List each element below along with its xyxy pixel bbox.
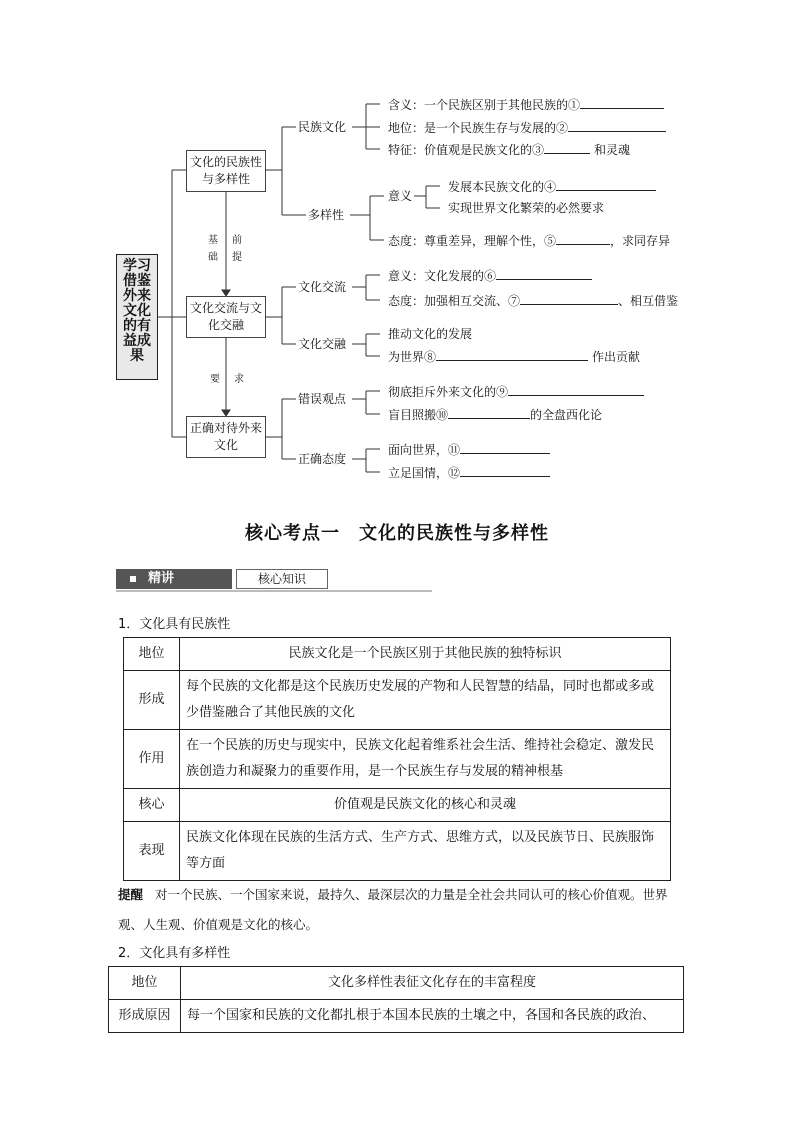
leaf-significance-2: 实现世界文化繁荣的必然要求: [448, 201, 605, 215]
table-key: 地位: [109, 967, 181, 1000]
mindmap-node-exchange-fusion: 文化交流与文化交融: [186, 296, 266, 338]
table-row: [124, 822, 671, 881]
leaf-meaning: 含义：一个民族区别于其他民族的①: [388, 97, 664, 112]
mindmap-node-nationality-diversity: 文化的民族性与多样性: [186, 150, 266, 192]
banner-divider: [116, 590, 432, 592]
mindmap-connectors: [0, 0, 794, 500]
leaf-feature: 特征：价值观是民族文化的③ 和灵魂: [388, 143, 631, 157]
banner-label-core-knowledge: 核心知识: [236, 569, 328, 589]
reminder-label: 提醒: [118, 887, 144, 902]
mindmap-node-foreign-culture: 正确对待外来文化: [186, 416, 266, 458]
table-value: 文化多样性表征文化存在的丰富程度: [181, 967, 684, 1000]
table-key: 表现: [124, 822, 180, 881]
banner-label-jingjiang: 精讲: [116, 569, 232, 589]
leaf-fusion-2: 为世界⑧ 作出贡献: [388, 350, 641, 364]
table-row: [124, 671, 671, 730]
table-value: 民族文化是一个民族区别于其他民族的独特标识: [180, 638, 671, 671]
leaf-fusion-1: 推动文化的发展: [388, 327, 473, 341]
leaf-significance-1: 发展本民族文化的④: [448, 179, 656, 194]
connector-label-qiu: 求: [234, 374, 244, 385]
leaf-exchange-meaning: 意义：文化发展的⑥: [388, 268, 592, 283]
table-row: [109, 967, 684, 1000]
nationality-table: [123, 637, 671, 881]
table-value: 在一个民族的历史与现实中，民族文化起着维系社会生活、维持社会稳定、激发民族创造力和凝聚力的重要作用，是一个民族生存与发展的精神根基: [180, 730, 671, 789]
branch-wrong-view: 错误观点: [298, 392, 347, 406]
banner: [116, 568, 432, 592]
leaf-wrong-1: 彻底拒斥外来文化的⑨: [388, 384, 644, 399]
diversity-table: [108, 966, 684, 1033]
branch-correct-attitude: 正确态度: [298, 452, 347, 466]
leaf-attitude-diversity: 态度：尊重差异，理解个性，⑤ ，求同存异: [388, 234, 671, 248]
table-key: 核心: [124, 789, 180, 822]
leaf-correct-1: 面向世界，⑪: [388, 442, 550, 457]
section1-title: 1．文化具有民族性: [118, 617, 231, 632]
section2-title: 2．文化具有多样性: [118, 946, 231, 961]
branch-fusion: 文化交融: [298, 337, 347, 351]
leaf-correct-2: 立足国情，⑫: [388, 465, 550, 480]
table-key: 形成: [124, 671, 180, 730]
leaf-wrong-2: 盲目照搬⑩ 的全盘西化论: [388, 408, 603, 422]
table-key: 地位: [124, 638, 180, 671]
table-row: [124, 789, 671, 822]
leaf-status: 地位：是一个民族生存与发展的②: [388, 120, 666, 135]
section-heading: 核心考点一 文化的民族性与多样性: [245, 523, 549, 544]
connector-label-basis: 基础: [208, 235, 218, 263]
leaf-significance: 意义: [388, 189, 413, 203]
leaf-exchange-attitude: 态度：加强相互交流、⑦ 、相互借鉴: [388, 294, 679, 308]
mindmap-root: 学习借鉴外来文化的有益成果: [116, 254, 158, 380]
table-value: 每个民族的文化都是这个民族历史发展的产物和人民智慧的结晶，同时也都或多或少借鉴融合了其他民族的文化: [180, 671, 671, 730]
table-value: 每一个国家和民族的文化都扎根于本国本民族的土壤之中，各国和各民族的政治、: [181, 1000, 684, 1033]
table-row: [124, 730, 671, 789]
branch-exchange: 文化交流: [298, 280, 347, 294]
table-key: 作用: [124, 730, 180, 789]
connector-label-premise: 前提: [232, 235, 242, 263]
connector-label-yao: 要: [210, 374, 220, 385]
table-key: 形成原因: [109, 1000, 181, 1033]
table-row: [109, 1000, 684, 1033]
table-value: 民族文化体现在民族的生活方式、生产方式、思维方式，以及民族节日、民族服饰等方面: [180, 822, 671, 881]
square-bullet-icon: [130, 576, 136, 582]
branch-national-culture: 民族文化: [298, 120, 347, 134]
reminder-note: [118, 880, 684, 940]
reminder-text: 对一个民族、一个国家来说，最持久、最深层次的力量是全社会共同认可的核心价值观。世界观、人生观、价值观是文化的核心。: [118, 887, 668, 932]
branch-diversity: 多样性: [308, 208, 345, 222]
table-value: 价值观是民族文化的核心和灵魂: [180, 789, 671, 822]
table-row: [124, 638, 671, 671]
